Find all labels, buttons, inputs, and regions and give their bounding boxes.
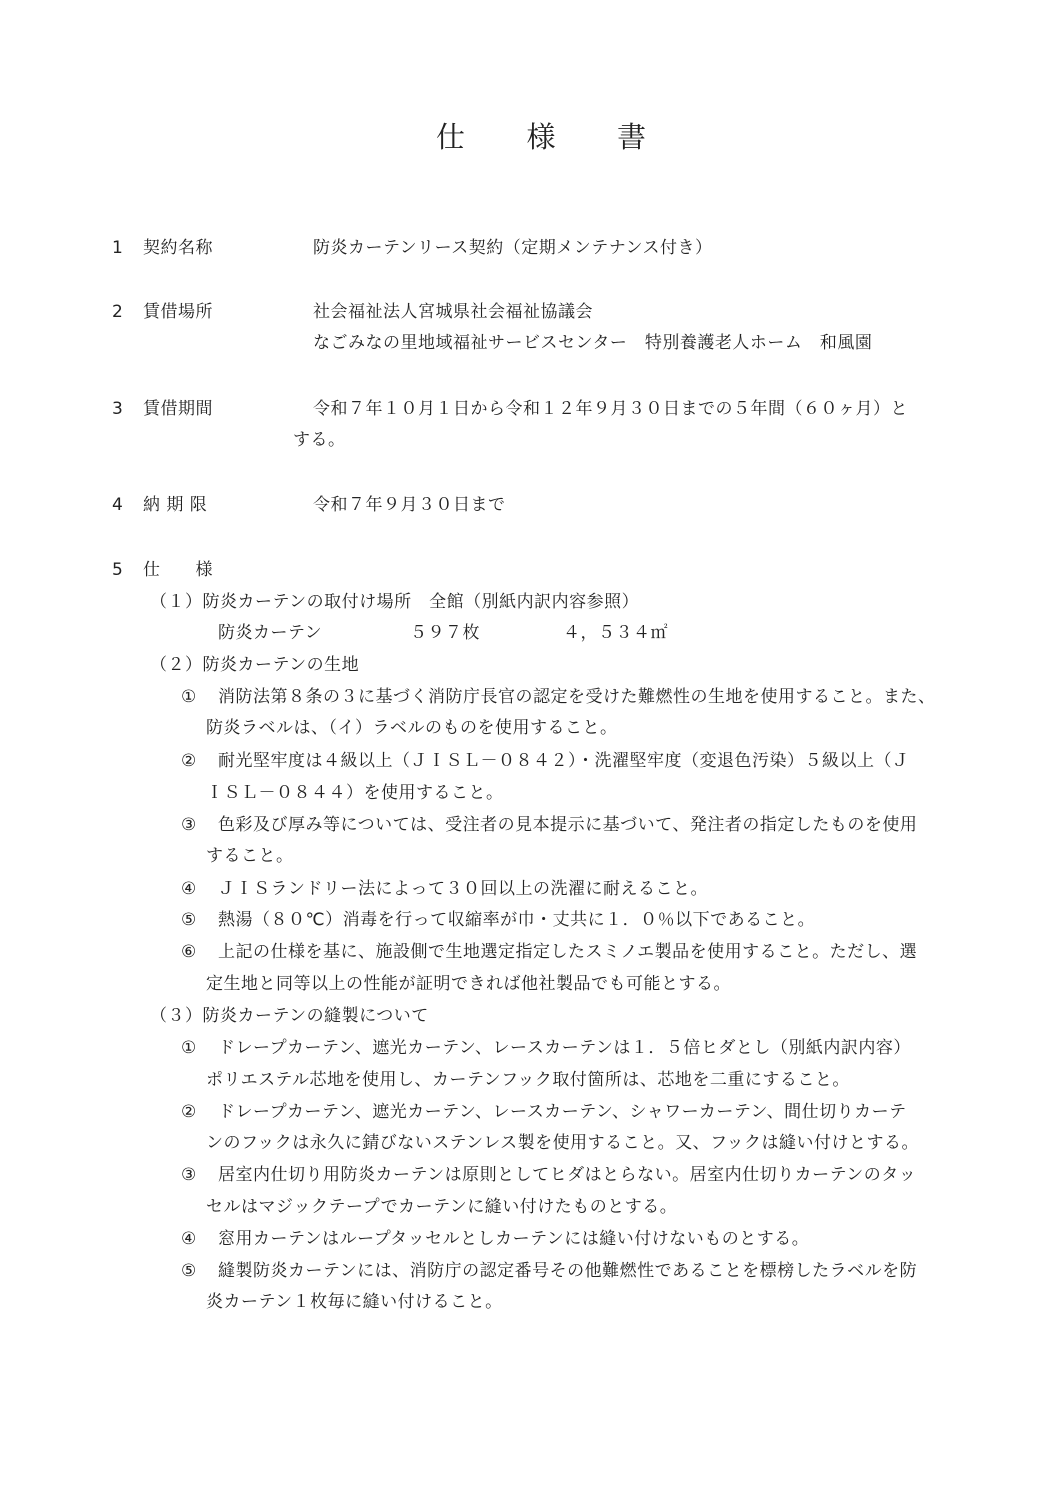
item-mark: ① [181, 1038, 197, 1058]
section-label: 納 期 限 [143, 495, 208, 515]
title-char: 仕 [436, 120, 466, 154]
item-text: ドレープカーテン、遮光カーテン、レースカーテンは１．５倍ヒダとし（別紙内訳内容） [218, 1038, 911, 1058]
section-number: 1 [112, 238, 123, 258]
item-text: 消防法第８条の３に基づく消防庁長官の認定を受けた難燃性の生地を使用すること。また、 [218, 687, 936, 707]
section-number: 4 [112, 495, 123, 515]
item-text: すること。 [206, 846, 294, 866]
title-char: 書 [616, 120, 646, 154]
title-char: 様 [526, 120, 556, 154]
section-value: 令和７年９月３０日まで [313, 495, 506, 515]
item-mark: ③ [181, 815, 197, 835]
subsection-heading: （２）防炎カーテンの生地 [150, 655, 360, 675]
item-text: ドレープカーテン、遮光カーテン、レースカーテン、シャワーカーテン、間仕切りカーテ [218, 1102, 907, 1122]
section-number: 5 [112, 560, 123, 580]
item-text: 色彩及び厚み等については、受注者の見本提示に基づいて、発注者の指定したものを使用 [218, 815, 918, 835]
item-mark: ⑤ [181, 910, 197, 930]
section-value: する。 [293, 430, 346, 450]
section-number: 3 [112, 399, 123, 419]
section-value: 社会福祉法人宮城県社会福祉協議会 [313, 302, 593, 322]
item-mark: ⑥ [181, 942, 197, 962]
section-label: 契約名称 [143, 238, 213, 258]
item-text: 耐光堅牢度は４級以上（ＪＩＳＬ－０８４２）・洗濯堅牢度（変退色汚染）５級以上（Ｊ [218, 751, 910, 771]
item-text: 縫製防炎カーテンには、消防庁の認定番号その他難燃性であることを標榜したラベルを防 [218, 1261, 918, 1281]
subsection-heading: （３）防炎カーテンの縫製について [150, 1006, 429, 1026]
section-value: なごみなの里地域福祉サービスセンター 特別養護老人ホーム 和風園 [313, 333, 873, 353]
item-text: セルはマジックテープでカーテンに縫い付けたものとする。 [206, 1197, 678, 1217]
item-text: ＩＳＬ－０８４４）を使用すること。 [206, 783, 504, 803]
item-text: ポリエステル芯地を使用し、カーテンフック取付箇所は、芯地を二重にすること。 [206, 1070, 850, 1090]
item-mark: ⑤ [181, 1261, 197, 1281]
item-text: 窓用カーテンはループタッセルとしカーテンには縫い付けないものとする。 [218, 1229, 810, 1249]
item-text: 居室内仕切り用防炎カーテンは原則としてヒダはとらない。居室内仕切りカーテンのタッ [218, 1165, 917, 1185]
curtain-area: ４，５３４㎡ [563, 623, 668, 643]
section-value: 令和７年１０月１日から令和１２年９月３０日までの５年間（６０ヶ月）と [313, 399, 908, 419]
item-mark: ③ [181, 1165, 197, 1185]
item-mark: ② [181, 751, 197, 771]
section-number: 2 [112, 302, 123, 322]
item-mark: ① [181, 687, 197, 707]
curtain-item: 防炎カーテン [218, 623, 323, 643]
item-text: 炎カーテン１枚毎に縫い付けること。 [206, 1292, 503, 1312]
section-label: 賃借場所 [143, 302, 213, 322]
item-mark: ④ [181, 1229, 197, 1249]
item-text: 定生地と同等以上の性能が証明できれば他社製品でも可能とする。 [206, 974, 731, 994]
item-text: ンのフックは永久に錆びないステンレス製を使用すること。又、フックは縫い付けとする。 [206, 1133, 919, 1153]
section-value: 防炎カーテンリース契約（定期メンテナンス付き） [313, 238, 713, 258]
item-text: 上記の仕様を基に、施設側で生地選定指定したスミノエ製品を使用すること。ただし、選 [218, 942, 918, 962]
item-text: 熱湯（８０℃）消毒を行って収縮率が巾・丈共に１．０％以下であること。 [218, 910, 816, 930]
item-mark: ④ [181, 879, 197, 899]
item-text: 防炎ラベルは、（イ）ラベルのものを使用すること。 [206, 718, 618, 738]
item-mark: ② [181, 1102, 197, 1122]
curtain-count: ５９７枚 [410, 623, 480, 643]
item-text: ＪＩＳランドリー法によって３０回以上の洗濯に耐えること。 [218, 879, 708, 899]
subsection-heading: （１）防炎カーテンの取付け場所 全館（別紙内訳内容参照） [150, 592, 640, 612]
section-label: 賃借期間 [143, 399, 213, 419]
document-title [436, 120, 646, 154]
section-label: 仕 様 [143, 560, 213, 580]
